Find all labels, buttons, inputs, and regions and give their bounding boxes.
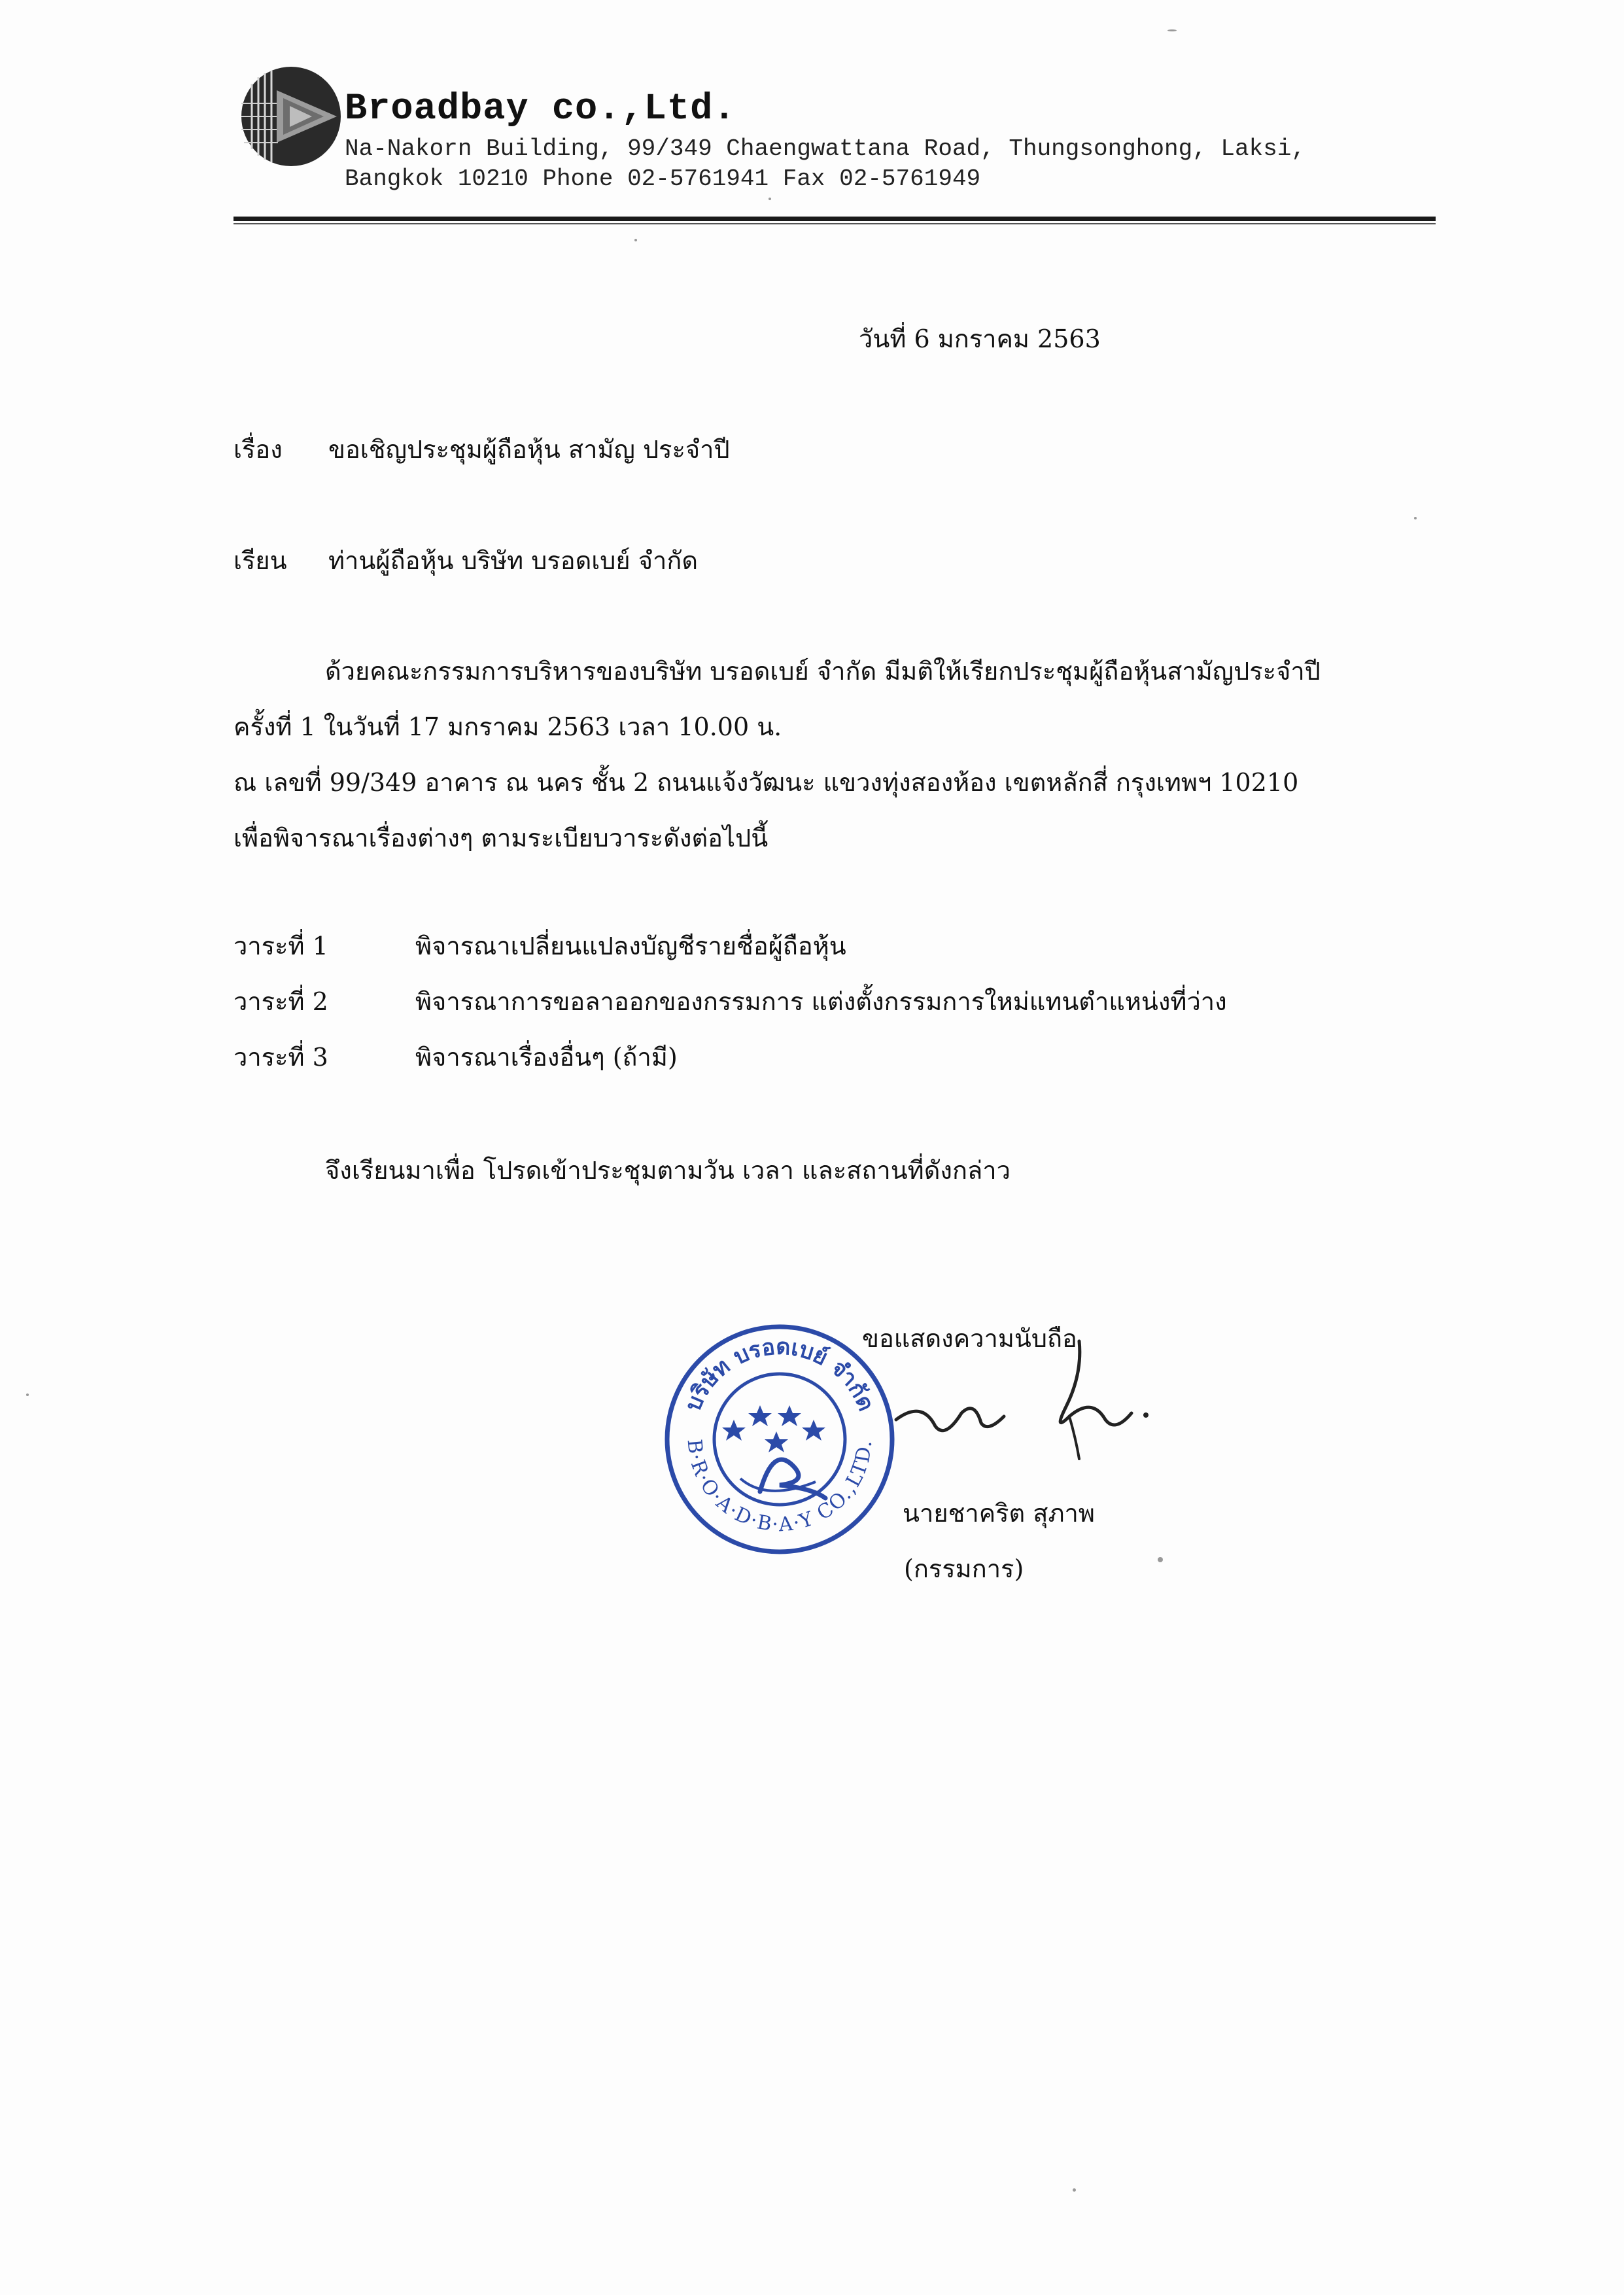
letter-date: วันที่ 6 มกราคม 2563 — [859, 324, 1101, 353]
scan-speck — [769, 198, 771, 200]
scan-speck — [1073, 2188, 1076, 2192]
company-name: Broadbay co.,Ltd. — [345, 88, 736, 130]
agenda-item-3-text: พิจารณาเรื่องอื่นๆ (ถ้ามี) — [415, 1043, 678, 1072]
header-rule-thin — [233, 223, 1436, 224]
body-line-2: ครั้งที่ 1 ในวันที่ 17 มกราคม 2563 เวลา 10.00 น. — [233, 712, 782, 741]
agenda-item-3-label: วาระที่ 3 — [233, 1043, 328, 1072]
stamp-top-text: บริษัท บรอดเบย์ จำกัด — [680, 1333, 880, 1415]
recipient-label: เรียน — [233, 546, 287, 575]
body-line-1: ด้วยคณะกรรมการบริหารของบริษัท บรอดเบย์ จำกัด มีมติให้เรียกประชุมผู้ถือหุ้นสามัญประจำปี — [325, 657, 1321, 686]
handwritten-signature — [883, 1335, 1158, 1472]
recipient-text: ท่านผู้ถือหุ้น บริษัท บรอดเบย์ จำกัด — [328, 546, 699, 575]
body-line-4: เพื่อพิจารณาเรื่องต่างๆ ตามระเบียบวาระดังต่อไปนี้ — [233, 824, 769, 852]
stamp-bottom-text: B·R·O·A·D·B·A·Y CO.,LTD. — [682, 1438, 877, 1537]
regards-text: ขอแสดงความนับถือ — [862, 1324, 1077, 1353]
closing-sentence: จึงเรียนมาเพื่อ โปรดเข้าประชุมตามวัน เวลา และสถานที่ดังกล่าว — [325, 1156, 1011, 1185]
company-logo-icon — [239, 64, 343, 169]
agenda-item-1-label: วาระที่ 1 — [233, 932, 328, 960]
scan-speck — [1167, 29, 1177, 31]
signer-name: นายชาคริต สุภาพ — [903, 1499, 1095, 1528]
scan-speck — [1158, 1557, 1163, 1562]
agenda-item-1-text: พิจารณาเปลี่ยนแปลงบัญชีรายชื่อผู้ถือหุ้น — [415, 932, 846, 960]
scan-speck — [1414, 517, 1417, 519]
company-address-line-1: Na-Nakorn Building, 99/349 Chaengwattana Road, Thungsonghong, Laksi, — [345, 135, 1306, 162]
agenda-item-2-label: วาระที่ 2 — [233, 987, 328, 1016]
header-rule — [233, 217, 1436, 221]
scan-speck — [26, 1393, 29, 1396]
subject-text: ขอเชิญประชุมผู้ถือหุ้น สามัญ ประจำปี — [328, 435, 730, 464]
signer-title: (กรรมการ) — [904, 1554, 1024, 1583]
agenda-item-2-text: พิจารณาการขอลาออกของกรรมการ แต่งตั้งกรรมการใหม่แทนตำแหน่งที่ว่าง — [415, 987, 1227, 1016]
subject-label: เรื่อง — [233, 435, 283, 464]
body-line-3: ณ เลขที่ 99/349 อาคาร ณ นคร ชั้น 2 ถนนแจ้งวัฒนะ แขวงทุ่งสองห้อง เขตหลักสี่ กรุงเทพฯ 10210 — [233, 768, 1299, 797]
scan-speck — [634, 239, 637, 241]
company-address-line-2: Bangkok 10210 Phone 02-5761941 Fax 02-5761949 — [345, 166, 981, 192]
svg-text:B·R·O·A·D·B·A·Y CO.,LTD. — [683, 1438, 877, 1536]
